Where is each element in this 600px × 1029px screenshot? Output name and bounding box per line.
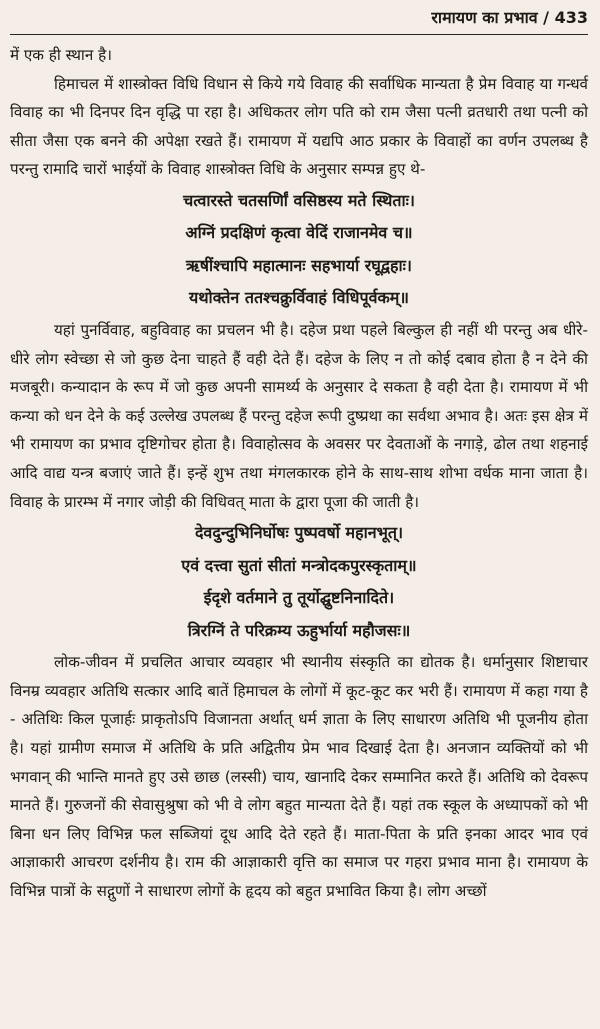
body-text: [10, 41, 588, 905]
paragraph-continued: में एक ही स्थान है।: [10, 46, 112, 64]
running-title: रामायण का प्रभाव / 433: [431, 8, 588, 27]
verse-line: देवदुन्दुभिनिर्घोषः पुष्पवर्षो महानभूत्।: [194, 523, 404, 543]
running-header: [10, 6, 588, 28]
verse-line: अग्निं प्रदक्षिणं कृत्वा वेदिं राजानमेव च॥: [185, 223, 413, 243]
verse-line: ईदृशे वर्तमाने तु तूर्योद्घुष्टनिनादिते।: [203, 588, 395, 608]
verse-line: एवं दत्त्वा सुतां सीतां मन्त्रोदकपुरस्कृताम्॥: [181, 555, 417, 575]
verse-block-1: [10, 185, 588, 315]
paragraph-marriage-customs: हिमाचल में शास्त्रोक्त विधि विधान से किये गये विवाह की सर्वाधिक मान्यता है प्रेम विवाह या गन्धर्व विवाह का भी दिनपर दिन वृद्धि पा रहा है। अधिकतर लोग पति को राम जैसा पत्नी व्रतधारी तथा पत्नी को सीता जैसा एक बनने की अपेक्षा रखते हैं। रामायण में यद्यपि आठ प्रकार के विवाहों का वर्णन उपलब्ध है परन्तु रामादि चारों भाईयों के विवाह शास्त्रोक्त विधि के अनुसार सम्पन्न हुए थे-: [10, 74, 588, 179]
verse-line: चत्वारस्ते चतसर्णिां वसिष्ठस्य मते स्थिताः।: [183, 190, 415, 210]
verse-block-2: [10, 517, 588, 647]
paragraph-dowry: यहां पुनर्विवाह, बहुविवाह का प्रचलन भी है। दहेज प्रथा पहले बिल्कुल ही नहीं थी परन्तु अब धीरे-धीरे लोग स्वेच्छा से जो कुछ देना चाहते हैं वही देते हैं। दहेज के लिए न तो कोई दबाव होता है न देने की मजबूरी। कन्यादान के रूप में जो कुछ अपनी सामर्थ्य के अनुसार दे सकता है वही देता है। रामायण में भी कन्या को धन देने के कई उल्लेख उपलब्ध हैं परन्तु दहेज रूपी दुष्प्रथा का सर्वथा अभाव है। अतः इस क्षेत्र में भी रामायण का प्रभाव दृष्टिगोचर होता है। विवाहोत्सव के अवसर पर देवताओं के नगाड़े, ढोल तथा शहनाई आदि वाद्य यन्त्र बजाएं जाते हैं। इन्हें शुभ तथा मंगलकारक होने के साथ-साथ शोभा वर्धक माना जाता है। विवाह के प्रारम्भ में नगार जोड़ी की विधिवत् माता के द्वारा पूजा की जाती है।: [10, 320, 588, 511]
header-rule: [10, 34, 588, 35]
verse-line: यथोक्तेन ततश्चक्रुर्विवाहं विधिपूर्वकम्॥: [189, 288, 409, 308]
paragraph-folk-life: लोक-जीवन में प्रचलित आचार व्यवहार भी स्थानीय संस्कृति का द्योतक है। धर्मानुसार शिष्टाचार विनम्र व्यवहार अतिथि सत्कार आदि बातें हिमाचल के लोगों में कूट-कूट कर भरी हैं। रामायण में कहा गया है - अतिथिः किल पूजार्हः प्राकृतोऽपि विजानता अर्थात् धर्म ज्ञाता के लिए साधारण अतिथि भी पूजनीय होता है। यहां ग्रामीण समाज में अतिथि के प्रति अद्वितीय प्रेम भाव दिखाई देता है। अनजान व्यक्तियों को भी भगवान् की भान्ति मानते हुए उसे छाछ (लस्सी) चाय, खानादि देकर सम्मानित करते हैं। अतिथि को देवरूप मानते हैं। गुरुजनों की सेवासुश्रुषा को भी वे लोग बहुत मान्यता देते हैं। यहां तक स्कूल के अध्यापकों को भी बिना धन लिए विभिन्न फल सब्जियां दूध आदि देते रहते हैं। माता-पिता के प्रति इनका आदर भाव एवं आज्ञाकारी आचरण दर्शनीय है। राम की आज्ञाकारी वृत्ति का समाज पर गहरा प्रभाव माना है। रामायण के विभिन्न पात्रों के सद्गुणों ने साधारण लोगों के हृदय को बहुत प्रभावित किया है। लोग अच्छों: [10, 653, 588, 900]
verse-line: ऋषींश्चापि महात्मानः सहभार्या रघूद्वहाः।: [186, 255, 412, 275]
verse-line: त्रिरग्निं ते परिक्रम्य ऊहुर्भार्या महौजसः॥: [187, 620, 411, 640]
